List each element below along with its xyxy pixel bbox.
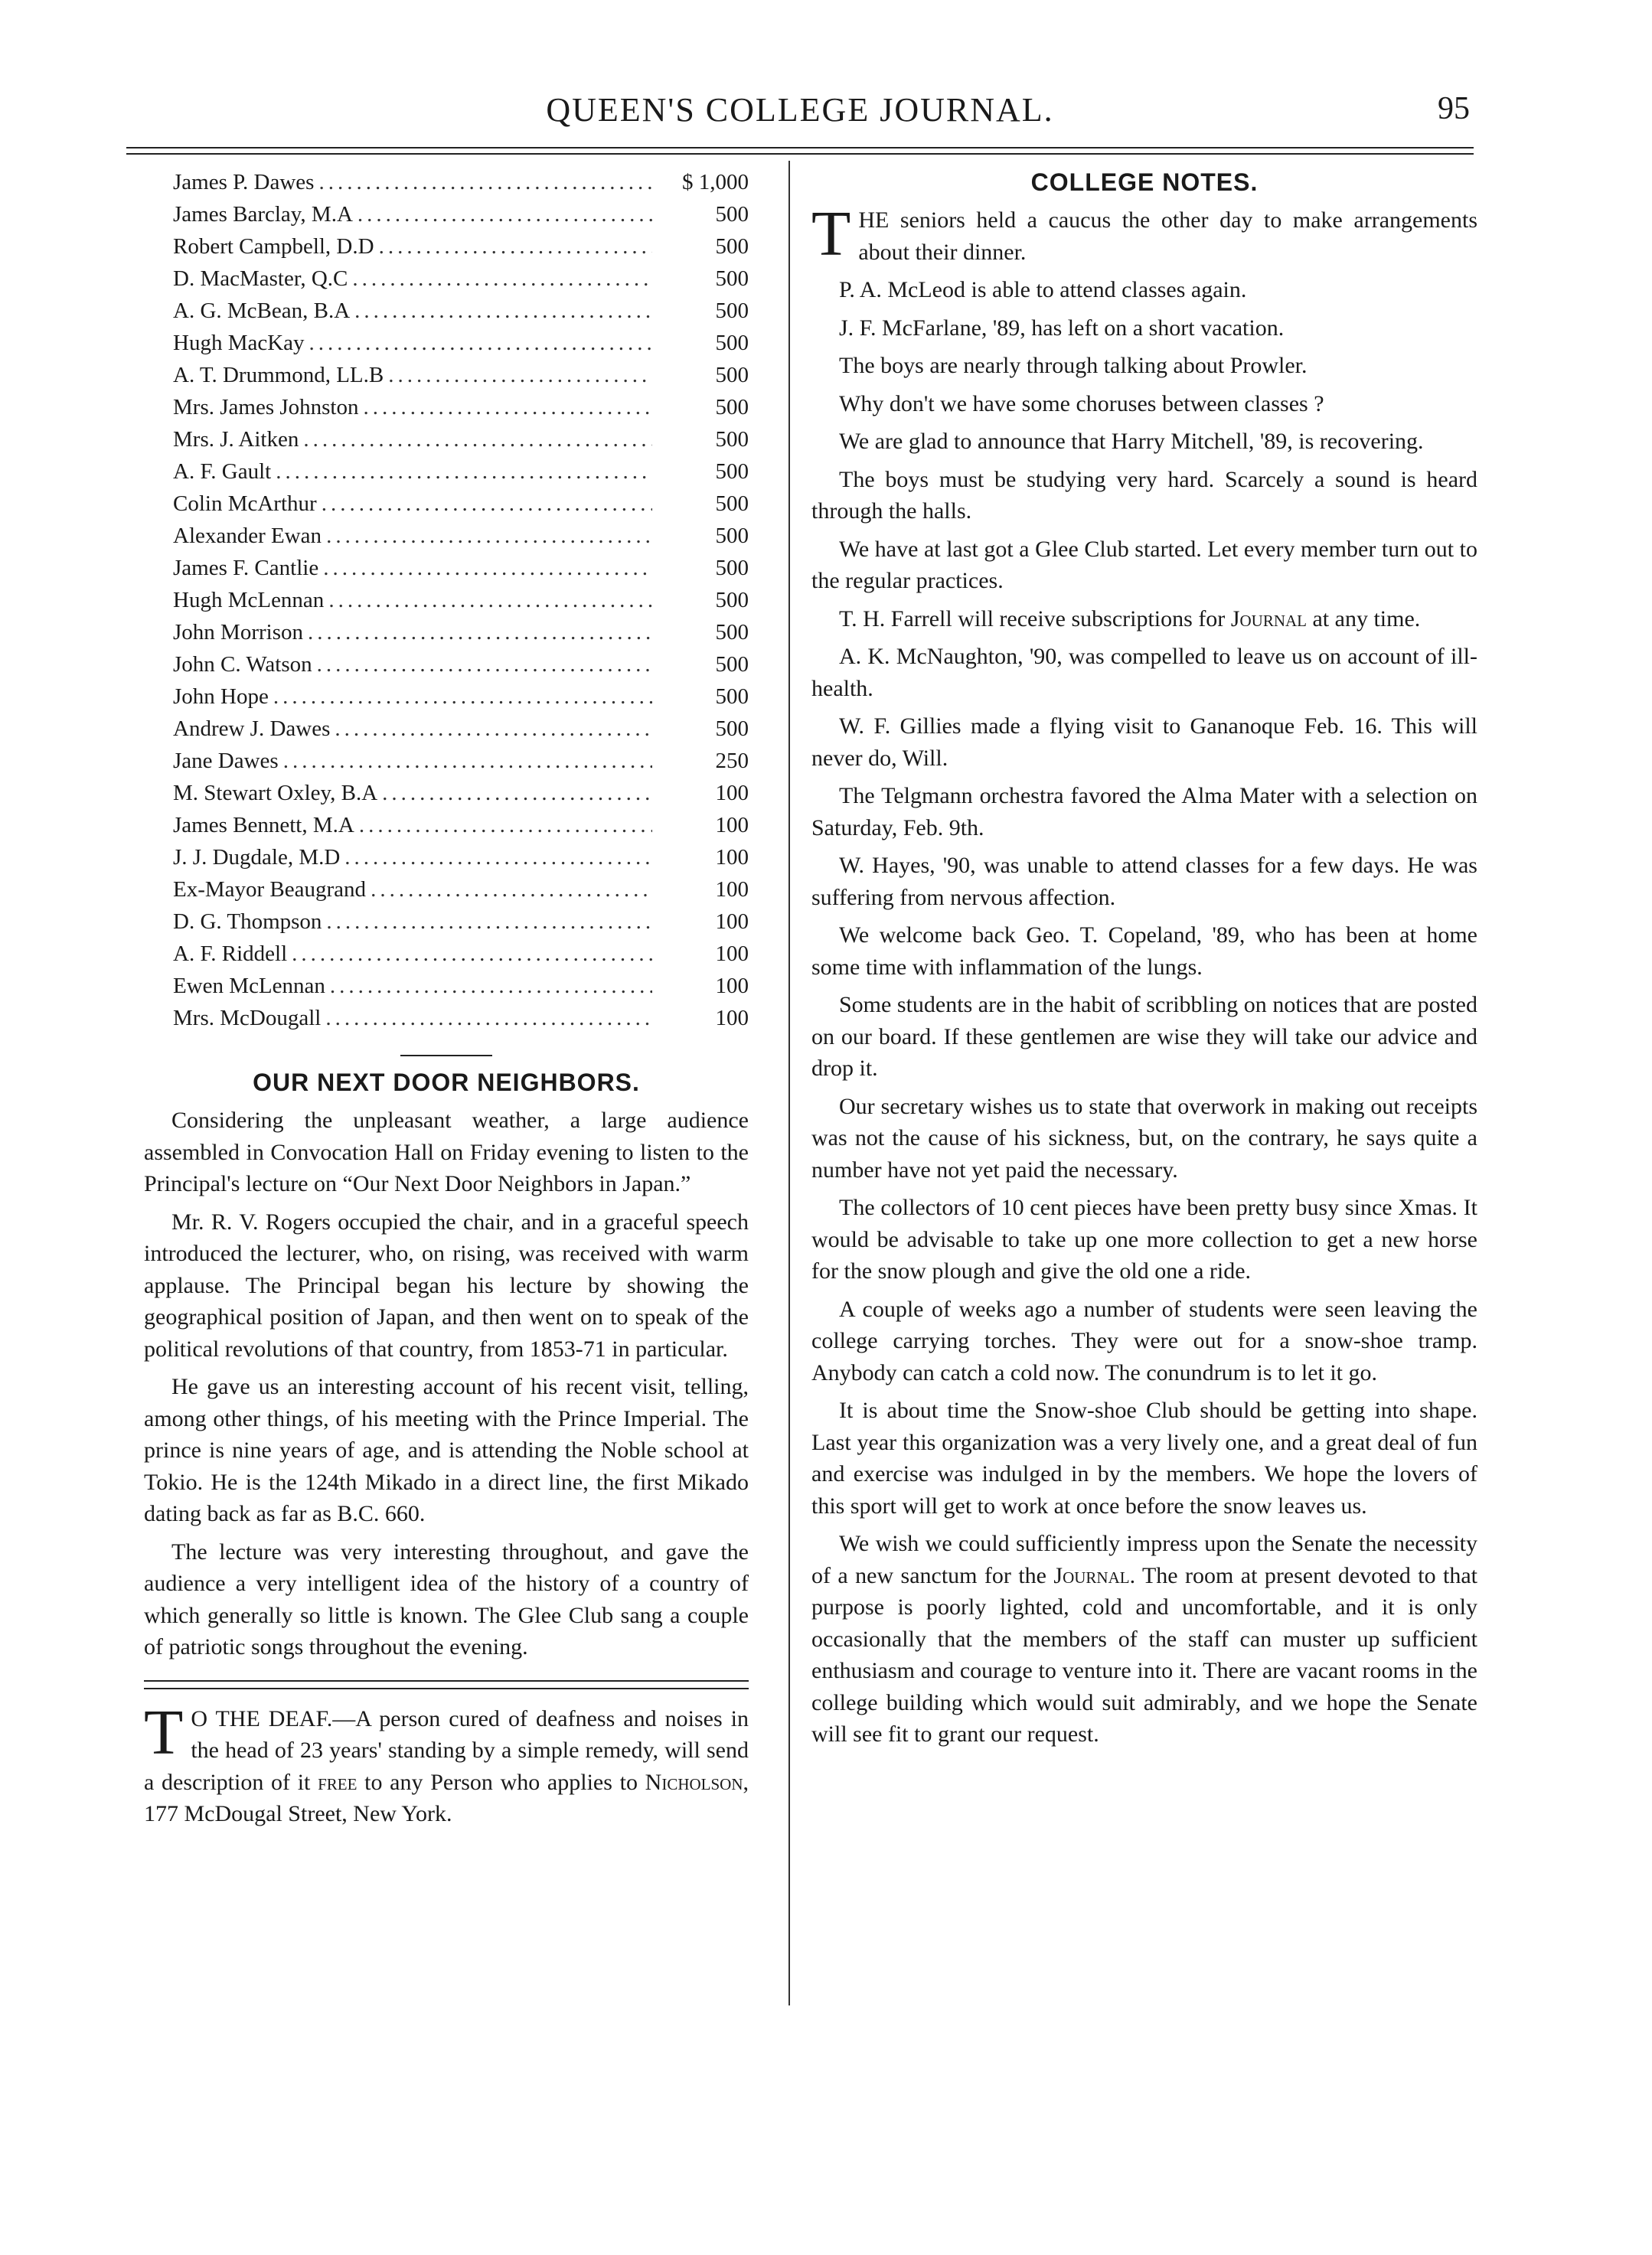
leader-dots <box>354 299 652 324</box>
leader-dots <box>363 395 652 420</box>
section-divider <box>400 1055 492 1056</box>
subscription-amount: 500 <box>715 588 749 612</box>
note-paragraph <box>811 1528 1477 1751</box>
leader-dots <box>323 556 652 581</box>
leader-dots <box>379 234 652 259</box>
subscription-amount: 500 <box>715 491 749 516</box>
leader-dots <box>371 877 652 902</box>
note-farrell-2: at any time. <box>1306 605 1421 631</box>
leader-dots <box>335 716 652 742</box>
subscription-row <box>173 427 749 459</box>
subscription-row <box>173 266 749 299</box>
notes-group-1 <box>811 274 1477 597</box>
subscription-row <box>173 299 749 331</box>
note-paragraph: Our secretary wishes us to state that overwork in making out receipts was not the cause of his sickness, but, on the contrary, he says quite a number have not yet paid the necessary. <box>811 1093 1477 1183</box>
neighbors-paragraph: Mr. R. V. Rogers occupied the chair, and in a graceful speech introduced the lecturer, who, on rising, was received with warm applause. The Principal began his lecture by showing the geographical position of Japan, and then went on to speak of the political revolutions of that country, from 1853-71 in particular. <box>144 1209 749 1362</box>
note-paragraph: Some students are in the habit of scribbling on notices that are posted on our board. If these gentlemen are wise they will take our advice and drop it. <box>811 992 1477 1081</box>
page-number: 95 <box>1438 91 1470 126</box>
subscription-row <box>173 813 749 845</box>
subscription-amount: 100 <box>715 877 749 902</box>
note-paragraph: The collectors of 10 cent pieces have been pretty busy since Xmas. It would be advisable to take up one more collection to get a new horse for the snow plough and give the old one a ride. <box>811 1195 1477 1284</box>
note-paragraph: W. F. Gillies made a flying visit to Gananoque Feb. 16. This will never do, Will. <box>811 713 1477 771</box>
page-header <box>126 90 1474 136</box>
subscription-row <box>173 941 749 974</box>
leader-dots <box>328 588 652 613</box>
subscriber-name: Mrs. J. Aitken <box>173 427 299 452</box>
subscription-row <box>173 459 749 491</box>
note-farrell-1: T. H. Farrell will receive subscriptions for <box>839 605 1231 631</box>
subscription-amount: 100 <box>715 1006 749 1030</box>
advert-body-1: —A person cured of deafness and noises in the head of 23 years' standing by a simple remedy, will send a description of it <box>144 1705 749 1795</box>
subscription-amount: 100 <box>715 974 749 998</box>
subscriber-name: James Barclay, M.A <box>173 202 353 227</box>
subscriber-name: J. J. Dugdale, M.D <box>173 845 341 870</box>
note-paragraph: We welcome back Geo. T. Copeland, '89, who has been at home some time with inflammation of the lungs. <box>811 922 1477 980</box>
subscriber-name: Alexander Ewan <box>173 524 322 548</box>
subscriber-name: A. T. Drummond, LL.B <box>173 363 384 387</box>
left-column <box>144 170 749 1836</box>
subscriber-name: John Hope <box>173 684 269 709</box>
subscription-row <box>173 331 749 363</box>
note-paragraph: P. A. McLeod is able to attend classes again. <box>839 277 1247 302</box>
leader-dots <box>322 491 652 517</box>
note-paragraph: J. F. McFarlane, '89, has left on a short vacation. <box>839 315 1285 341</box>
subscription-row <box>173 716 749 749</box>
leader-dots <box>344 845 652 870</box>
leader-dots <box>317 652 652 677</box>
leader-dots <box>283 749 652 774</box>
subscription-amount: $ 1,000 <box>682 170 749 194</box>
subscription-amount: 500 <box>715 395 749 419</box>
subscriber-name: A. G. McBean, B.A <box>173 299 351 323</box>
subscription-amount: 500 <box>715 299 749 323</box>
subscription-row <box>173 170 749 202</box>
subscription-amount: 500 <box>715 427 749 452</box>
leader-dots <box>382 781 652 806</box>
subscription-amount: 500 <box>715 556 749 580</box>
subscription-row <box>173 524 749 556</box>
neighbors-paragraph: Considering the unpleasant weather, a large audience assembled in Convocation Hall on Friday evening to listen to the Principal's lecture on “Our Next Door Neighbors in Japan.” <box>144 1108 749 1196</box>
college-notes-heading: COLLEGE NOTES. <box>1030 168 1259 196</box>
leader-dots <box>326 524 652 549</box>
subscriber-name: M. Stewart Oxley, B.A <box>173 781 378 805</box>
journal-title: QUEEN'S COLLEGE JOURNAL. <box>546 91 1054 129</box>
header-rule <box>126 147 1474 148</box>
advert-body-2: to any Person who applies to <box>357 1769 645 1795</box>
neighbors-paragraph: He gave us an interesting account of his recent visit, telling, among other things, of his meeting with the Prince Imperial. The prince is nine years of age, and is attending the Noble school at Tokio. He is the 124th Mikado in a direct line, the first Mikado dating back as far as B.C. 660. <box>144 1374 749 1526</box>
subscription-row <box>173 684 749 716</box>
subscription-row <box>173 588 749 620</box>
note-paragraph <box>811 603 1477 635</box>
subscriber-name: Robert Campbell, D.D <box>173 234 374 259</box>
note-farrell-journal: Journal <box>1230 605 1307 631</box>
advert-body-3: , 177 McDougal Street, New York. <box>144 1769 749 1826</box>
subscription-row <box>173 877 749 909</box>
subscription-row <box>173 974 749 1006</box>
subscription-amount: 500 <box>715 363 749 387</box>
subscriber-name: Jane Dawes <box>173 749 279 773</box>
subscriber-name: Hugh MacKay <box>173 331 305 355</box>
note-paragraph: Why don't we have some choruses between classes ? <box>839 390 1324 416</box>
note-last-2: . The room at present devoted to that purpose is poorly lighted, cold and uncomfortable, and it is only occasionally that the members of the staff can muster up sufficient enthusiasm and courage to venture into it. There are vacant rooms in the college building which would suit admirably, and we hope the Senate will see fit to grant our request. <box>811 1562 1477 1747</box>
subscription-row <box>173 363 749 395</box>
subscription-amount: 500 <box>715 266 749 291</box>
subscription-amount: 100 <box>715 813 749 837</box>
leader-dots <box>276 459 652 485</box>
note-paragraph: We are glad to announce that Harry Mitchell, '89, is recovering. <box>839 429 1424 454</box>
subscription-list <box>144 170 749 1038</box>
subscriber-name: James P. Dawes <box>173 170 315 194</box>
note-paragraph: A couple of weeks ago a number of students were seen leaving the college carrying torches. They were out for a snow-shoe tramp. Anybody can catch a cold now. The conundrum is to let it go. <box>811 1296 1477 1385</box>
leader-dots <box>325 1006 652 1031</box>
subscription-amount: 500 <box>715 684 749 709</box>
subscription-row <box>173 620 749 652</box>
leader-dots <box>303 427 652 452</box>
subscriber-name: Ewen McLennan <box>173 974 325 998</box>
subscription-row <box>173 1006 749 1038</box>
leader-dots <box>359 813 652 838</box>
subscription-amount: 500 <box>715 234 749 259</box>
subscription-amount: 100 <box>715 781 749 805</box>
deafness-advert <box>144 1696 749 1830</box>
note-paragraph <box>811 198 1477 269</box>
subscription-row <box>173 395 749 427</box>
subscriber-name: John C. Watson <box>173 652 312 677</box>
column-divider <box>788 161 790 2005</box>
neighbors-paragraph: The lecture was very interesting throughout, and gave the audience a very intelligent idea of the history of a country of which generally so little is known. The Glee Club sang a couple of patriotic songs throughout the evening. <box>144 1539 749 1659</box>
advert-dropcap: T <box>144 1696 184 1768</box>
subscription-amount: 500 <box>715 331 749 355</box>
leader-dots <box>352 266 652 292</box>
subscriber-name: A. F. Gault <box>173 459 272 484</box>
subscription-amount: 100 <box>715 845 749 870</box>
leader-dots <box>308 620 652 645</box>
subscription-amount: 500 <box>715 459 749 484</box>
subscription-amount: 500 <box>715 202 749 227</box>
subscriber-name: Andrew J. Dawes <box>173 716 331 741</box>
leader-dots <box>318 170 652 195</box>
subscription-amount: 500 <box>715 716 749 741</box>
subscription-amount: 100 <box>715 941 749 966</box>
note-paragraph: A. K. McNaughton, '90, was compelled to leave us on account of ill-health. <box>811 644 1477 701</box>
advert-lead: O THE DEAF. <box>191 1705 333 1731</box>
notes-dropcap: T <box>811 198 851 269</box>
leader-dots <box>292 941 652 967</box>
leader-dots <box>309 331 652 356</box>
leader-dots <box>326 909 652 935</box>
subscriber-name: Mrs. McDougall <box>173 1006 322 1030</box>
advert-name: Nicholson <box>645 1769 743 1795</box>
note-paragraph: W. Hayes, '90, was unable to attend classes for a few days. He was suffering from nervous affection. <box>811 853 1477 910</box>
subscription-row <box>173 652 749 684</box>
subscriber-name: Hugh McLennan <box>173 588 325 612</box>
note-first-text: HE seniors held a caucus the other day to make arrangements about their dinner. <box>858 207 1477 265</box>
subscription-amount: 500 <box>715 620 749 645</box>
right-column <box>811 168 1477 1757</box>
subscriber-name: Ex-Mayor Beaugrand <box>173 877 367 902</box>
subscriber-name: Mrs. James Johnston <box>173 395 359 419</box>
subscription-row <box>173 202 749 234</box>
leader-dots <box>273 684 652 710</box>
subscriber-name: John Morrison <box>173 620 303 645</box>
advert-free: free <box>318 1769 357 1795</box>
subscription-row <box>173 781 749 813</box>
subscription-row <box>173 749 749 781</box>
subscriber-name: James Bennett, M.A <box>173 813 354 837</box>
note-last-1: We wish we could sufficiently impress upon the Senate the necessity of a new sanctum for the <box>811 1531 1477 1588</box>
subscriber-name: D. MacMaster, Q.C <box>173 266 348 291</box>
subscription-row <box>173 491 749 524</box>
subscription-row <box>173 234 749 266</box>
subscription-amount: 500 <box>715 652 749 677</box>
subscription-row <box>173 909 749 941</box>
subscriber-name: D. G. Thompson <box>173 909 322 934</box>
subscription-amount: 250 <box>715 749 749 773</box>
subscription-amount: 100 <box>715 909 749 934</box>
leader-dots <box>330 974 652 999</box>
header-rule-2 <box>126 153 1474 155</box>
advert-text <box>144 1696 749 1830</box>
note-last-journal: Journal <box>1053 1562 1130 1588</box>
note-paragraph: The boys must be studying very hard. Scarcely a sound is heard through the halls. <box>811 466 1477 524</box>
subscriber-name: Colin McArthur <box>173 491 317 516</box>
leader-dots <box>388 363 652 388</box>
leader-dots <box>357 202 652 227</box>
note-paragraph: The boys are nearly through talking about Prowler. <box>839 353 1308 378</box>
subscription-row <box>173 556 749 588</box>
notes-group-2 <box>811 641 1477 1522</box>
neighbors-heading: OUR NEXT DOOR NEIGHBORS. <box>253 1069 640 1096</box>
note-paragraph: We have at last got a Glee Club started. Let every member turn out to the regular practices. <box>811 536 1477 593</box>
subscriber-name: James F. Cantlie <box>173 556 319 580</box>
advert-divider <box>144 1680 749 1689</box>
note-paragraph: It is about time the Snow-shoe Club should be getting into shape. Last year this organization was a very lively one, and a great deal of fun and exercise was indulged in by the members. We hope the lovers of this sport will get to work at once before the snow leaves us. <box>811 1398 1477 1519</box>
note-paragraph: The Telgmann orchestra favored the Alma Mater with a selection on Saturday, Feb. 9th. <box>811 783 1477 840</box>
subscription-amount: 500 <box>715 524 749 548</box>
subscriber-name: A. F. Riddell <box>173 941 288 966</box>
subscription-row <box>173 845 749 877</box>
